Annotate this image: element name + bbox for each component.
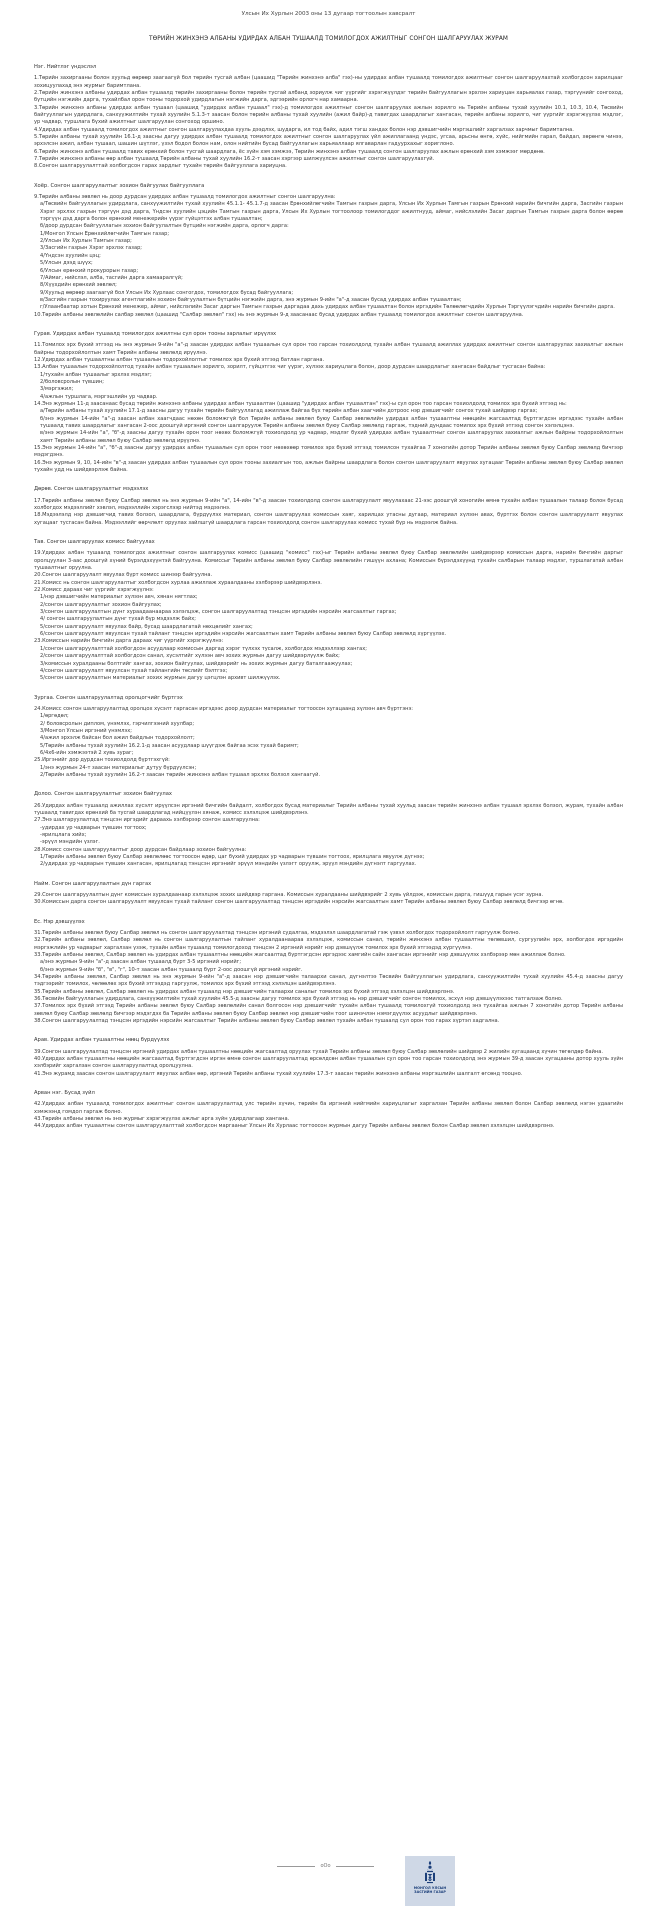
- list-item: 1/сонгон шалгаруулалттай холбогдсон асуудлаар комиссын даргад хэрэг түлхэх тусалж, холбогдох мэдээллээр хангах;: [40, 645, 368, 652]
- section-heading: Зургаа. Сонгон шалгаруулалтад оролцогчийг бүртгэх: [34, 694, 183, 701]
- logo-caption-line1: МОНГОЛ УЛСЫН: [413, 1886, 447, 1890]
- article-paragraph: 25.Иргэнийг дор дурдсан тохиолдолд бүртгэхгүй:: [34, 757, 170, 764]
- section-heading: Гурав. Удирдах албан тушаалд томилогдох ажилтны сул орон тооны зарлалыг ирүүлэх: [34, 330, 277, 337]
- list-item: 2/Төрийн албаны тухай хуулийн 16.2-т заасан төрийн жинхэнэ албан тушаал эрхлэх болзол хангаагүй.: [40, 771, 321, 778]
- list-item: 7/Аймаг, нийслэл, алба, тасгийн дарга хамааралгүй;: [40, 274, 183, 281]
- section-heading: Найм. Сонгон шалгаруулалтын дүн гаргах: [34, 880, 152, 887]
- article-paragraph: 38.Сонгон шалгаруулалтад тэнцсэн иргэдийн нэрсийн жагсаалтыг Төрийн албаны зөвлөл буюу Салбар зөвлөл тухайн албан тушаалд сул орон тоо гарах хүртэл хадгална.: [34, 1018, 500, 1025]
- document-section: [34, 64, 623, 171]
- soyombo-emblem-icon: [422, 1861, 438, 1885]
- section-heading: Нэг. Нийтлэг үндэслэл: [34, 64, 97, 70]
- article-paragraph: 8.Сонгон шалгаруулалттай холбогдсон гарах зардлыг тухайн төрийн байгууллага хариуцна.: [34, 163, 287, 170]
- document-section: [34, 539, 623, 682]
- article-paragraph: 40.Удирдах албан тушаалтны нөөцийн жагсаалтад бүртгэгдсэн иргэн өмнө сонгон шалгаруулалтад өрсөлдсөн албан тушаалын сул орон тоо гарсан тохиолдолд энэ журмын 39-д заасан хугацааны дотор хууль зүйн хэлбэрийг харгалзан сонгон шалгаруулалтад оролцуулна.: [34, 1056, 623, 1070]
- article-paragraph: 18.Мэдээлэлд нэр дэвшигчид тавих болзол, шаардлага, бүрдүүлэх материал, сонгон шалгаруулах комиссын хаяг, харилцах утасны дугаар, материал хүлээн авах, бүртгэх болон сонгон шалгаруулалт явуулах хугацааг тусгасан байна. Мэдээллийг өөрчлөлт оруулах зайлшгүй шаардлага гарсан тохиолдолд сонгон шалгаруулах комисс тухай бүр нь мэдээлж байна.: [34, 512, 623, 526]
- document-section: [34, 1037, 623, 1078]
- list-item: 4/Үндсэн хуулийн цэц;: [40, 252, 101, 259]
- list-item: 1/өргөдөл;: [40, 713, 69, 720]
- article-paragraph: 7.Төрийн жинхэнэ албаны өөр албан тушаалд Төрийн албаны тухай хуулийн 16.2-т заасан хэргээр шилжүүлсэн ажилтныг сонгон шалгаруулахгүй.: [34, 156, 435, 163]
- list-item: 4/ажил эрхэлж байсан бол ажил байдлын тодорхойлолт;: [40, 735, 195, 742]
- list-item: 5/Төрийн албаны тухай хуулийн 16.2.1-д заасан асуудлаар шүүгдэж байгаа эсэх тухай баримт;: [40, 742, 299, 749]
- list-item: б/доор дурдсан байгууллагын зохион байгуулалтын бүтцийн нэгжийн дарга, орлогч дарга:: [40, 223, 289, 230]
- list-item: 2/сонгон шалгаруулалттай холбогдсон санал, хүсэлтийг хүлээн авч зохих журмын дагуу шийдвэрлүүлж байх;: [40, 653, 340, 660]
- list-item: 3/сонгон шалгаруулалтын дүнг хураадаанаараа хэлэлцэж, сонгон шалгаруулалтад тэнцсэн иргэдийн нэрсийн жагсаалтыг гаргах;: [40, 609, 397, 616]
- document-section: [34, 183, 623, 319]
- list-item: 3/мэргэжил;: [40, 386, 74, 393]
- section-heading: Хоёр. Сонгон шалгаруулалтыг зохион байгуулах байгууллага: [34, 182, 205, 189]
- article-paragraph: 22.Комисс дараах чиг үүргийг хэрэгжүүлнэ:: [34, 587, 154, 594]
- list-item: -эрүүл мэндийн үзлэг.: [40, 839, 100, 846]
- divider-line-right: [336, 1866, 374, 1867]
- article-paragraph: 36.Төсвийн байгууллагын удирдлага, санхүүжилтийн тухай хуулийн 45.5-д заасны дагуу томилох эрх бүхий этгээд нь нэр дэвшигчийг сонгон томилох, эсхүл нэр дэвшүүлэхээс татгалзаж болно.: [34, 996, 563, 1003]
- section-heading: Дөрөв. Сонгон шалгаруулалтыг мэдээлэх: [34, 486, 149, 493]
- section-heading: Долоо. Сонгон шалгаруулалтыг зохион байгуулах: [34, 791, 172, 798]
- article-paragraph: 24.Комисс сонгон шалгаруулалтад оролцох хүсэлт гаргасан иргэдээс доор дурдсан материалыг тогтоосон хугацаанд хүлээн авч бүртгэнэ:: [34, 705, 413, 712]
- article-paragraph: 2.Төрийн жинхэнэ албаны удирдах албан тушаалд төрийн захиргааны болон төрийн тусгай албанд зориулж чиг үүргийг хэрэгжүүлдэг төрийн байгууллагын эрхлэн хариуцан харьяалах газар, тэргүүнийг сонгоход, бүтцийн нэгжийн дарга, тухайлбал орон тооны тодорхой удирдлагын нэгжийн дарга, эдгээрийн орлогч нар хамаарна.: [34, 89, 623, 104]
- list-item: 6/Улсын ерөнхий прокурорын газар;: [40, 267, 139, 274]
- list-item: 1/Төрийн албаны зөвлөл буюу Салбар зөвлөлөөс тогтоосон өдөр, цаг бүхий удирдах ур чадварын түвшин тогтоох, ярилцлага явуулж дүгнэх;: [40, 853, 425, 860]
- article-paragraph: 3.Төрийн жинхэнэ албаны удирдах албан тушаал (цаашид "удирдах албан тушаал" гэх)-д томилогдох ажилтныг сонгон шалгаруулах ажлын зорилго нь Төрийн албаны тухай хуулийн 10.1, 10.3, 10.4, Төсвийн байгууллагын удирдлага, санхүүжилтийн тухай хуулийн 5.1.3-т заасан болон төрийн албаны тухай хуулийн (ажил байр)-д тавигдах шаардлагыг хангасан, төрийн албаны зорилго, чиг үүргийг хэрэгжүүлэх мэдлэг, ур чадвар, туршлага бүхий ажилтныг шалгаруулан сонгоход оршино.: [34, 104, 623, 126]
- list-item: 4/сонгон шалгаруулалт явуулсан тухай тайлангийн төслийг бэлтгэх;: [40, 667, 228, 674]
- government-logo: [405, 1856, 455, 1906]
- article-paragraph: 27.Энэ шалгаруулалтад тэнцсэн иргэдийг дараахь хэлбэрээр сонгон шалгаруулна:: [34, 817, 260, 824]
- document-section: [34, 881, 623, 907]
- section-heading: Ес. Нэр дэвшүүлэх: [34, 918, 85, 925]
- article-paragraph: 26.Удирдах албан тушаалд ажиллах хүсэлт ирүүлсэн иргэний бичгийн байдалт, холбогдох бусад материалыг Төрийн албаны тухай хуульд заасан төрийн жинхэнэ албан тушаал эрхлэх болзол, журам, тухайн албан тушаалд тавигдах ерөнхий ба тусгай шаардлагад нийцүүлэн хянаж, комисс хэлэлцэж шийдвэрлэнэ.: [34, 802, 623, 816]
- article-paragraph: 12.Удирдах албан тушаалтны албан тушаалын тодорхойлолтыг томилох эрх бүхий этгээд батлан гаргана.: [34, 356, 325, 363]
- article-paragraph: 1.Төрийн захиргааны болон хуульд өөрөөр заагаагүй бол төрийн тусгай албан (цаашид "Төрийн жинхэнэ алба" гэх)-ны удирдах албан тушаалд томилогдох ажилтныг сонгон шалгаруулахтай холбогдсон харилцааг зохицуулахад энэ журмыг баримтлана.: [34, 75, 623, 89]
- article-paragraph: 44.Удирдах албан тушаалтны сонгон шалгаруулалттай холбогдсон маргааныг Улсын Их Хурлаас тогтоосон журмын дагуу Төрийн албаны зөвлөл болон Салбар зөвлөл хэлэлцэн шийдвэрлэнэ.: [34, 1123, 555, 1130]
- section-heading: Тав. Сонгон шалгаруулах комисс байгуулах: [34, 539, 155, 546]
- article-paragraph: 14.Энэ журмын 11-д заасанаас бусад төрийн жинхэнэ албаны удирдах албан тушаалтан (цаашид "удирдах албан тушаалтан" гэх)-ы сул орон тоо гарсан тохиолдолд томилох эрх бүхий этгээд нь:: [34, 400, 567, 407]
- article-paragraph: 21.Комисс нь сонгон шалгаруулалтыг холбогдсон хурлаа ажиллаж хураалдааны хэлбэрээр шийдвэрлэнэ.: [34, 579, 322, 586]
- article-paragraph: 30.Комиссын дарга сонгон шалгаруулалт явуулсан тухай тайланг сонгон шалгаруулалтад тэнцсэн иргэдийн нэрсийн жагсаалтын хамт Төрийн албаны зөвлөл буюу Салбар зөвлөлд бичгээр өгнө.: [34, 899, 564, 906]
- list-item: 1/энэ журмын 24-т заасан материалыг дутуу бүрдүүлсэн;: [40, 764, 197, 771]
- logo-caption-line2: ЗАСГИЙН ГАЗАР: [414, 1890, 446, 1895]
- document-section: [34, 486, 623, 527]
- list-item: 5/сонгон шалгаруулалт явуулах байр, бусад шаардлагатай нөхцөлийг хангах;: [40, 623, 253, 630]
- article-paragraph: 10.Төрийн албаны зөвлөлийн салбар зөвлөл (цаашид "Салбар зөвлөл" гэх) нь энэ журмын 9-д заасанаас бусад удирдах албан тушаалд томилогдох ажилтныг сонгон шалгаруулна.: [34, 311, 524, 318]
- list-item: 1/нэр дэвшигчийн материалыг хүлээн авч, хянан нягтлах;: [40, 594, 198, 601]
- divider-line-left: [277, 1866, 315, 1867]
- list-item: в/энэ журмын 14-ийн "а", "б"-д заасны дагуу тухайн орон тоог нөхөх боломжгүй тохиолдолд ур чадвар, мэдлэг бүхий удирдах албан тушаалтныг сонгон шалгаруулах захиалгыг ажлын байрны тодорхойлолтын хамт Төрийн албаны зөвлөл буюу Салбар зөвлөлд ирүүлнэ.: [40, 430, 623, 444]
- list-item: 3/Монгол Улсын иргэний үнэмлэх;: [40, 727, 132, 734]
- list-item: г/Улаанбаатар хотын Ерөнхий менежер, аймаг, нийслэлийн Засаг даргын Тамгын газрын даргадаа дахь удирдах албан тушаалтан болон иргэдийн Төлөөлөгчдийн Хурлын Тэргүүлэгчдийн нарийн бичгийн дарга.: [40, 304, 615, 311]
- document-title: ТӨРИЙН ЖИНХЭНЭ АЛБАНЫ УДИРДАХ АЛБАН ТУШААЛД ТОМИЛОГДОХ АЖИЛТНЫГ СОНГОН ШАЛГАРУУЛАХ ЖУРАМ: [148, 36, 508, 42]
- list-item: 5/сонгон шалгаруулалтын материалыг зохих журмын дагуу цэгцлэн архивт шилжүүлэх.: [40, 675, 281, 682]
- document-body: [34, 64, 623, 1131]
- list-item: 2/удирдах ур чадварын түвшин хангасан, ярилцлагад тэнцсэн иргэнийг эрүүл мэндийн үзлэгт оруулж, эрүүл мэндийн дүгнэлт гаргуулах.: [40, 861, 417, 868]
- article-paragraph: 5.Төрийн албаны тухай хуулийн 16.1-д заасны дагуу удирдах албан тушаалд томилогдох ажилтныг сонгон шалгаруулах үйл ажиллагаанд үндэс, угсаа, арьсны өнгө, хүйс, нийгмийн гарал, байдал, хөрөнгө чинээ, эрхэлсэн ажил, албан тушаал, шашин шүтлэг, үзэл бодол болон нам, олон нийтийн бусад байгууллагын харьяаллаар ялгаварлан гадуурхахыг хориглоно.: [34, 134, 623, 148]
- section-heading: Арван нэг. Бусад зүйл: [34, 1090, 95, 1097]
- article-paragraph: 4.Удирдах албан тушаалд томилогдох ажилтныг сонгон шалгаруулахдаа хууль дээдлэх, шударга, ил тод байх, адил тэгш хандах болон нэр дэвшигчийн мэргэшлийг харгалзах зарчмыг баримтална.: [34, 126, 574, 133]
- list-item: б/энэ журмын 14-ийн "а"-д заасан албан хаагчдаас нөхөн боломжгүй бол Төрийн албаны зөвлөл буюу Салбар зөвлөлийн удирдах албан тушаалтны нөөцийн жагсаалтад бүртгэгдсэн иргэдээс тухайн албан тушаалд тавих шаардлагыг хангасан 2-оос доошгүй иргэний сонгон шалгаруулж Төрийн албаны зөвлөл буюу Салбар зөвлөлд гаргаж, тэдний дундаас томилох эрх бүхий этгээд сонгон хэлэлцэнэ.: [40, 415, 623, 429]
- article-paragraph: 17.Төрийн албаны зөвлөл буюу Салбар зөвлөл нь энэ журмын 9-ийн "а", 14-ийн "в"-д заасан тохиолдолд сонгон шалгаруулалт явуулахаас 21-ээс доошгүй хоногийн өмнө тухайн албан тушаалын талаар болон бусад холбогдох мэдээллийг хэвлэл, мэдээллийн хэрэгслээр нийтэд мэдээлнэ.: [34, 497, 623, 512]
- list-item: а/Төрийн албаны тухай хуулийн 17.1-д заасны дагуу тухайн төрийн байгууллагад ажиллаж байгаа бүх төрийн албан хаагчийн дотроос нэр дэвшигчийг сонгох тухай шийдвэр гаргах;: [40, 408, 538, 415]
- document-section: [34, 1090, 623, 1131]
- list-item: б/энэ журмын 9-ийн "б", "в", "г", 10-т заасан албан тушаалд бүрт 2-оос доошгүй иргэний нэрийг.: [40, 966, 303, 973]
- list-item: 4/ сонгон шалгаруулалтын дүнг тухай бүр мэдээлж байх;: [40, 616, 196, 623]
- list-item: 2/ боловсролын диплом, үнэмлэх, гэрчилгээний хуулбар;: [40, 720, 195, 727]
- article-paragraph: 28.Комисс сонгон шалгаруулалтыг доор дурдсан байдлаар зохион байгуулна:: [34, 846, 247, 853]
- list-item: 1/Монгол Улсын Ерөнхийлөгчийн Тамгын газар;: [40, 230, 170, 237]
- article-paragraph: 6.Төрийн жинхэнэ албан тушаалд тавих ерөнхий болон тусгай шаардлага, ёс зүйн хэм хэмжээ, Төрийн жинхэнэ албан тушаалд сонгон шалгаруулах ажлын ерөнхий хэм хэмжээг мөрдөнө.: [34, 148, 545, 155]
- article-paragraph: 16.Энэ журмын 9, 10, 14-ийн "в"-д заасан удирдах албан тушаалын сул орон тооны захиалгын тоо, ажлын байрны шаардлага болон сонгон шалгаруулалт явуулах хугацааг Төрийн албаны зөвлөл буюу Салбар зөвлөл тухайн удд нь шийдвэрлэж байна.: [34, 459, 623, 474]
- list-item: 2/сонгон шалгаруулалтыг зохион байгуулах;: [40, 601, 162, 608]
- article-paragraph: 42.Удирдах албан тушаалд томилогдох ажилтныг сонгон шалгаруулалтад улс төрийн хүчин, төрийн ба иргэний нийгмийн хариуцлагыг харгалзан Төрийн албаны зөвлөл болон Салбар зөвлөлд нэгэн удаагийн хэмжээнд гомдол гаргаж болно.: [34, 1101, 623, 1115]
- article-paragraph: 32.Төрийн албаны зөвлөл, Салбар зөвлөл нь сонгон шалгаруулалтын тайланг хуралдаанаараа хэлэлцэж, комиссын санал, төрийн жинхэнэ албан тушаалтны төлөвшил, сургуулийн эрх, холбогдох иргэдийн мэргэжлийн ур чадварыг харгалзан үзэж, тухайн албан тушаалд томилогдоход тэнцсэн 2 иргэний нэрийг нэр дэвшүүлж томилох эрх бүхий этгээдэд хүргүүлнэ.: [34, 937, 623, 951]
- document-section: [34, 791, 623, 868]
- article-paragraph: 11.Томилох эрх бүхий этгээд нь энэ журмын 9-ийн "а"-д заасан удирдах албан тушаалын сул орон тоо гарсан тохиолдолд тухайн албан тушаалд ажиллах удирдах ажилтныг сонгон шалгаруулах захиалгыг ажлын байрны тодорхойлолтын хамт Төрийн албаны зөвлөлд ирүүлнэ.: [34, 342, 623, 356]
- article-paragraph: 34.Төрийн албаны зөвлөл, Салбар зөвлөл нь энэ журмын 9-ийн "а"-д заасан нэр дэвшигчийн талаархи санал, дүгнэлтээ Төсвийн байгууллагын удирдлага, санхүүжилтийн тухай хуулийн 45.4-д заасны дагуу тэдгээрийг томилох, чөлөөлөх эрх бүхий этгээдэд гаргуулж, томилох эрх бүхий этгээд хэлэлцэн шийдвэрлэнэ.: [34, 974, 623, 988]
- list-item: 8/Хүүхдийн ерөнхий зөвлөл;: [40, 282, 117, 289]
- list-item: 5/Улсын дээд шүүх;: [40, 260, 93, 267]
- list-item: а/Төсвийн байгууллагын удирдлага, санхүүжилтийн тухай хуулийн 45.1.1- 45.1.7-д заасан Ерөнхийлөгчийн Тамгын газрын дарга, Улсын Их Хурлын Тамгын газрын Ерөнхий нарийн бичгийн дарга, Засгийн газрын Хэрэг эрхлэх газрын тэргүүн дэд дарга, Үндсэн хуулийн цэцийн Тамгын газрын дарга, Улсын Их Хурлын тогтоолоор томилогддог ажилтнууд, аймаг, нийслэлийн Засаг даргын Тамгын газрын дарга болон өөрөө тэргүүн дэд дарга болон ерөнхий менежерийн үүрэг гүйцэтгэх албан тушаалтан;: [40, 201, 623, 223]
- end-mark-text: оОо: [320, 1863, 331, 1869]
- list-item: 6/сонгон шалгаруулалт явуулсан тухай тайланг тэнцсэн иргэдийн нэрсийн жагсаалтын хамт Төрийн албаны зөвлөл буюу Салбар зөвлөлд хүргүүлэх.: [40, 631, 447, 638]
- article-paragraph: 13.Албан тушаалын тодорхойлолтод тухайн албан тушаалын зорилго, зорилт, гүйцэтгэх чиг үүрэг, хүлээх хариуцлага болон, доор дурдсан шаардлагыг хангасан байдлыг тусгасан байна:: [34, 364, 546, 371]
- list-item: 2/Улсын Их Хурлын Тамгын газар;: [40, 238, 132, 245]
- article-paragraph: 43.Төрийн албаны зөвлөл нь энэ журмыг хэрэгжүүлэх ажлыг арга зүйн удирдлагаар хангана.: [34, 1116, 290, 1123]
- article-paragraph: 20.Сонгон шалгаруулалт явуулах бүрт комисс шинээр байгуулна.: [34, 572, 213, 579]
- list-item: -удирдах ур чадварын түвшин тогтоох;: [40, 824, 147, 831]
- article-paragraph: 33.Төрийн албаны зөвлөл, Салбар зөвлөл нь удирдах албан тушаалтны нөөцийн жагсаалтад бүртгэгдсэн иргэдээс хамгийн сайн хангасан иргэнийг нэр дэвшүүлэх хэлбэрээр мөн ажиллаж болно.: [34, 951, 566, 958]
- end-of-document-mark: [0, 1863, 651, 1870]
- article-paragraph: 41.Энэ журамд заасан сонгон шалгаруулалт явуулах албан өөр, иргэний Төрийн албаны тухай хуулийн 17.3-т заасан төрийн жинхэнэ албаны мэргэшлийн шалгалт өгсөнд тооцно.: [34, 1070, 523, 1077]
- document-section: [34, 695, 623, 780]
- list-item: 2/боловсролын түвшин;: [40, 378, 104, 385]
- list-item: 9/Хуульд өөрөөр заагаагүй бол Улсын Их Хурлаас сонгогдох, томилогдох бусад байгууллага;: [40, 289, 294, 296]
- section-heading: Арав. Удирдах албан тушаалтны нөөц бүрдүүлэх: [34, 1037, 170, 1044]
- article-paragraph: 35.Төрийн албаны зөвлөл, Салбар зөвлөл нь удирдах албан тушаалд нэр дэвшигчийн талаархи саналыг томилох эрх бүхий этгээд хэлэлцэн шийдвэрлэнэ.: [34, 988, 455, 995]
- article-paragraph: 19.Удирдах албан тушаалд томилогдох ажилтныг сонгон шалгаруулах комисс (цаашид "комисс" гэх)-ыг Төрийн албаны зөвлөл буюу Салбар зөвлөлийн шийдвэрээр комиссын дарга, нарийн бичгийн даргыг оролцуулан 3-аас доошгүй хүний бүрэлдэхүүнтэй байгуулна. Комиссыг Төрийн албаны зөвлөл буюу Салбар зөвлөлийн гишүүн ахлана; Комиссын бүрэлдэхүүнд тухайн салбарын талаар мэдлэг, туршлагатай албан тушаалтныг оруулна.: [34, 550, 623, 572]
- logo-caption: [405, 1886, 455, 1895]
- article-paragraph: 23.Комиссын нарийн бичгийн дарга дараах чиг үүргийг хэрэгжүүлнэ:: [34, 638, 224, 645]
- article-paragraph: 9.Төрийн албаны зөвлөл нь доор дурдсан удирдах албан тушаалд томилогдох ажилтныг сонгон шалгаруулна:: [34, 194, 336, 201]
- document-section: [34, 331, 623, 474]
- list-item: 3/комиссын хуралдааны болтгийг хангах, зохион байгуулах, шийдвэрийг нь зохих журмын дагуу баталгаажуулах;: [40, 660, 353, 667]
- list-item: -ярилцлага хийх;: [40, 831, 87, 838]
- list-item: а/энэ журмын 9-ийн "а"-д заасан албан тушаалд бүрт 3-5 иргэний нэрийг;: [40, 959, 242, 966]
- document-section: [34, 919, 623, 1026]
- approval-note: Улсын Их Хурлын 2003 оны 13 дугаар тогтоолын хавсралт: [241, 11, 416, 17]
- article-paragraph: 29.Сонгон шалгаруулалтын дүнг комиссын хуралдаанаар хэлэлцэж зохих шийдвэр гаргана. Комиссын хуралдааны шийдвэрийг 2 хувь үйлдэж, комиссын дарга, гишүүд гарын үсэг зурна.: [34, 891, 544, 898]
- list-item: 1/тухайн албан тушаалыг эрхлэх мэдлэг;: [40, 371, 152, 378]
- list-item: 4/ажлын туршлага, мэргэшлийн ур чадвар.: [40, 393, 158, 400]
- list-item: 3/Засгийн газрын Хэрэг эрхлэх газар;: [40, 245, 143, 252]
- article-paragraph: 37.Томилох эрх бүхий этгээд Төрийн албаны зөвлөл буюу Салбар зөвлөлийн санал болгосон нэр дэвшигчийг тухайн албан тушаалд томилохгүй тохиолдолд энэ тухайгаа ажлын 7 хоногийн дотор Төрийн албаны зөвлөл буюу Салбар зөвлөлд бичгээр мэдэгдэх ба Төрийн албаны зөвлөл буюу Салбар зөвлөл нэр дэвшигчийн тоог шинэчлэн нэмэгдүүлэх асуудлыг шийдвэрлэнэ.: [34, 1003, 623, 1017]
- article-paragraph: 31.Төрийн албаны зөвлөл буюу Салбар зөвлөл нь сонгон шалгаруулалтад тэнцсэн иргэний судалгаа, мэдээлэл шаардлагатай гэж үзвэл холбогдох тодорхойлолт гаргуулж болно.: [34, 929, 521, 936]
- article-paragraph: 39.Сонгон шалгаруулалтад тэнцсэн иргэний удирдах албан тушаалтны нөөцийн жагсаалтад оруулах тухай Төрийн албаны зөвлөл буюу Салбар зөвлөлийн шийдвэр 2 жилийн хугацаанд хүчин төгөлдөр байна.: [34, 1048, 603, 1055]
- list-item: в/Засгийн газрын тохируулах агентлагийн зохион байгуулалтын бүтцийн нэгжийн дарга, энэ журмын 9-ийн "а"-д заасан бусад удирдах албан тушаалтан;: [40, 296, 462, 303]
- article-paragraph: 15.Энэ журмын 14-ийн "а", "б"-д заасны дагуу удирдах албан тушаалын сул орон тоог нөхөхөөр томилох эрх бүхий этгээд томилсон тухайгаа 7 хоногийн дотор Төрийн албаны зөвлөл буюу Салбар зөвлөлд бичгээр мэдэгдэнэ.: [34, 445, 623, 459]
- list-item: 6/4х6-ийн хэмжээтэй 2 хувь зураг;: [40, 749, 134, 756]
